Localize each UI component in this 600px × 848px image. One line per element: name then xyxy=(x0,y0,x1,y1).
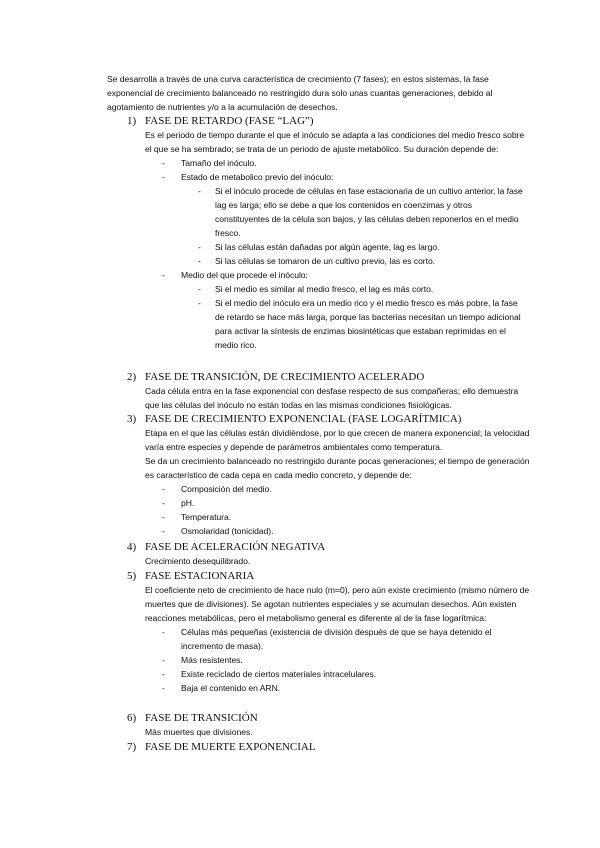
bullet-list xyxy=(145,156,531,352)
section-number: 2) xyxy=(127,371,137,383)
list-item: - Baja el contenido en ARN. xyxy=(162,681,531,695)
list-item: - Osmolaridad (tonicidad). xyxy=(162,524,531,538)
section-number: 7) xyxy=(127,741,137,753)
list-item-text: Tamaño del inóculo. xyxy=(181,158,257,168)
section-title: FASE DE CRECIMIENTO EXPONENCIAL (FASE LOGARÍTMICA) xyxy=(145,413,462,425)
section-body: Crecimiento desequilibrado. xyxy=(145,556,251,566)
section-number: 1) xyxy=(127,115,137,127)
section-3 xyxy=(127,412,531,538)
section-number: 3) xyxy=(127,413,137,425)
section-6 xyxy=(127,711,531,739)
sub-list-item: - Si el medio del inóculo era un medio rico y el medio fresco es más pobre, la fase de retardo se hace más larga, porque las bacterias necesitan un tiempo adicional para activar la síntesis de enzimas biosintéticas que estaban reprimidas en el medio rico. xyxy=(198,296,526,352)
section-title: FASE DE TRANSICIÓN xyxy=(145,712,258,724)
list-item: - Más resistentes. xyxy=(162,653,531,667)
list-item: - Composición del medio. xyxy=(162,482,531,496)
section-2 xyxy=(127,370,531,412)
sub-list xyxy=(181,282,531,352)
section-title: FASE DE MUERTE EXPONENCIAL xyxy=(145,741,316,753)
sub-list-item: - Si el medio es similar al medio fresco, el lag es más corto. xyxy=(198,282,526,296)
list-item-text: Medio del que procede el inóculo: xyxy=(181,270,308,280)
section-number: 5) xyxy=(127,570,137,582)
sub-list-item: - Si el inóculo procede de células en fase estacionaria de un cultivo anterior, la fase lag es larga; ello se debe a que los contenidos en coenzimas y otros constituyentes de la célula son bajos, y las células deben reponerlos en el medio fresco. xyxy=(198,184,526,240)
section-title: FASE DE RETARDO (FASE “LAG”) xyxy=(145,115,314,127)
list-item xyxy=(162,156,531,170)
section-4 xyxy=(127,540,531,568)
section-body-2: Se da un crecimiento balanceado no restringido durante pocas generaciones; el tiempo de generación es característico de cada cepa en cada medio concreto, y depende de: xyxy=(145,456,530,480)
section-body: Cada célula entra en la fase exponencial con desfase respecto de sus compañeras; ello demuestra que las células del inóculo no están todas en las mismas condiciones fisiológicas. xyxy=(145,386,519,410)
bullet-list xyxy=(145,482,531,538)
intro-paragraph: Se desarrolla a través de una curva característica de crecimiento (7 fases); en estos sistemas, la fase exponencial de crecimiento balanceado no restringido dura solo unas cuantas generaciones, debido al agotamiento de nutrientes y/o a la acumulación de desechos. xyxy=(107,74,493,112)
section-body: Es el periodo de tiempo durante el que el inóculo se adapta a las condiciones del medio fresco sobre el que se ha sembrado; se trata de un periodo de ajuste metabólico. Su duración depende de: xyxy=(145,130,525,154)
list-item: - pH. xyxy=(162,496,531,510)
bullet-list xyxy=(145,625,531,695)
sub-list-item: - Si las células están dañadas por algún agente, lag es largo. xyxy=(198,240,526,254)
list-item xyxy=(162,170,531,268)
section-title: FASE DE TRANSICIÓN, DE CRECIMIENTO ACELERADO xyxy=(145,371,425,383)
section-number: 6) xyxy=(127,712,137,724)
section-body: El coeficiente neto de crecimiento de hace nulo (m=0), pero aún existe crecimiento (mismo número de muertes que de divisiones). Se agotan nutrientes especiales y se acumulan desechos. Aún existen reacciones metabólicas, pero el metabolismo general es diferente al de la fase logarítmica: xyxy=(145,585,530,623)
sub-list-item: - Si las células se tomaron de un cultivo previo, las es corto. xyxy=(198,254,526,268)
list-item-text: Estado de metabolico previo del inóculo: xyxy=(181,172,334,182)
list-item: - Existe reciclado de ciertos materiales intracelulares. xyxy=(162,667,531,681)
list-item: - Células más pequeñas (existencia de división después de que se haya detenido el incremento de masa). xyxy=(162,625,511,653)
sub-list xyxy=(181,184,531,268)
section-number: 4) xyxy=(127,541,137,553)
section-body: Etapa en el que las células están dividiéndose, por lo que crecen de manera exponencial; la velocidad varía entre especies y depende de parámetros ambientales como temperatura. xyxy=(145,428,530,452)
section-body: Más muertes que divisiones. xyxy=(145,727,253,737)
list-item xyxy=(162,268,531,352)
section-5 xyxy=(127,569,531,695)
section-title: FASE DE ACELERACIÓN NEGATIVA xyxy=(145,541,326,553)
section-title: FASE ESTACIONARIA xyxy=(145,570,255,582)
list-item: - Temperatura. xyxy=(162,510,531,524)
section-1 xyxy=(127,114,531,352)
